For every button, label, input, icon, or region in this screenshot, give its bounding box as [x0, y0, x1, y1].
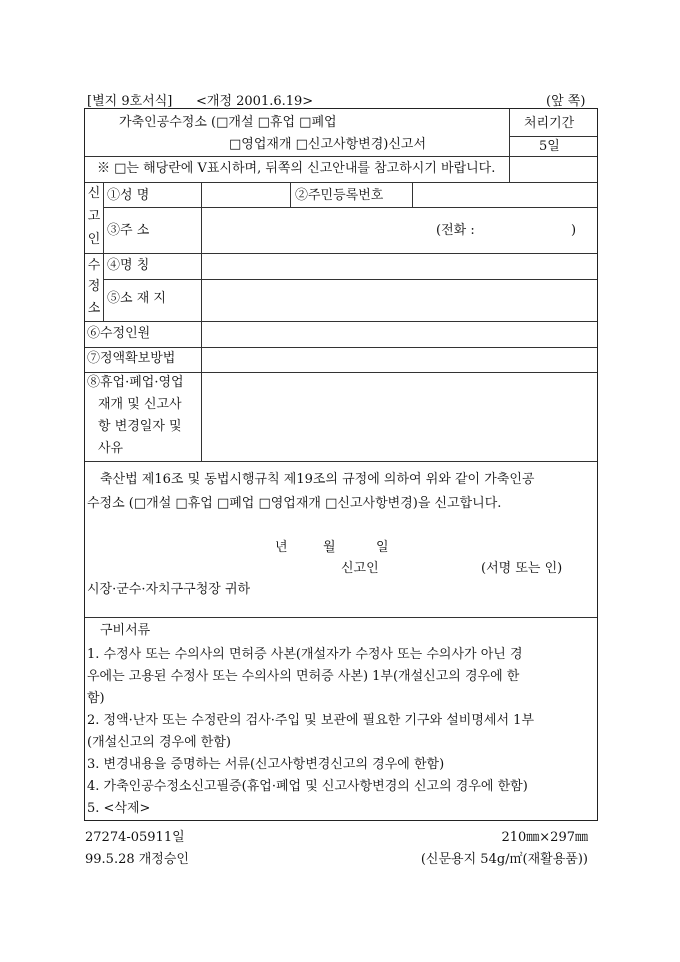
date-year-label: 년 [275, 540, 288, 555]
form-code: 27274-05911일 [85, 830, 185, 845]
rule [85, 372, 597, 373]
form-title-line2: □영업재개 □신고사항변경)신고서 [229, 137, 427, 152]
rule [201, 182, 202, 461]
documents-line: 5. <삭제> [87, 801, 151, 816]
change-label-line: 항 변경일자 및 [98, 419, 182, 434]
checkbox-notice: ※ □는 해당란에 V표시하며, 뒤쪽의 신고안내를 참고하시기 바랍니다. [97, 161, 496, 176]
applicant-side-char: 고 [87, 209, 101, 224]
rule [85, 617, 597, 618]
page-side-label: (앞 쪽) [546, 94, 586, 109]
documents-line: 3. 변경내용을 증명하는 서류(신고사항변경신고의 경우에 한함) [87, 757, 445, 772]
semen-method-field[interactable] [205, 350, 593, 368]
change-label-line: 재개 및 신고사 [98, 397, 182, 412]
change-label-line: 사유 [98, 441, 124, 456]
rule [509, 156, 597, 157]
reporter-label: 신고인 [341, 561, 379, 576]
form-title-line1: 가축인공수정소 (□개설 □휴업 □폐업 [119, 115, 337, 130]
staff-count-field[interactable] [205, 325, 593, 343]
documents-line: 1. 수정사 또는 수의사의 면허증 사본(개설자가 수정사 또는 수의사가 아닌 경 [87, 647, 523, 662]
rule [103, 279, 597, 280]
phone-field[interactable] [506, 217, 568, 243]
documents-line: 4. 가축인공수정소신고필증(휴업·폐업 및 신고사항변경의 신고의 경우에 한함) [87, 779, 528, 794]
processing-period-value: 5일 [539, 139, 560, 154]
paper-type: (신문용지 54g/㎡(재활용품)) [420, 852, 588, 867]
station-location-label: ⑤소 재 지 [107, 291, 166, 306]
rule [509, 136, 597, 137]
station-side-char: 수 [87, 258, 101, 273]
rule [103, 207, 597, 208]
declaration-line1: 축산법 제16조 및 동법시행규칙 제19조의 규정에 의하여 위와 같이 가축인공 [100, 472, 535, 487]
documents-line: 2. 정액·난자 또는 수정란의 검사·주입 및 보관에 필요한 기구와 설비명세서 1부 [87, 713, 535, 728]
declaration-line2: 수정소 (□개설 □휴업 □폐업 □영업재개 □신고사항변경)을 신고합니다. [87, 496, 502, 511]
rule [85, 347, 597, 348]
station-name-field[interactable] [205, 257, 593, 275]
station-location-field[interactable] [205, 284, 593, 316]
applicant-side-char: 신 [87, 186, 101, 201]
semen-method-label: ⑦정액확보방법 [87, 351, 176, 366]
rrn-label: ②주민등록번호 [295, 188, 384, 203]
rule [85, 156, 509, 157]
phone-label: (전화 : [436, 223, 475, 238]
documents-line: 함) [87, 691, 105, 706]
station-name-label: ④명 칭 [107, 258, 150, 273]
revision-date: <개정 2001.6.19> [196, 94, 314, 109]
reporter-field[interactable] [385, 561, 475, 577]
addressee: 시장·군수·자치구구청장 귀하 [87, 582, 251, 597]
applicant-side-char: 인 [87, 232, 101, 247]
date-month-label: 월 [323, 540, 336, 555]
form-number: [별지 9호서식] [87, 94, 173, 109]
rule [103, 182, 104, 321]
approval-note: 99.5.28 개정승인 [85, 852, 189, 867]
staff-count-label: ⑥수정인원 [87, 326, 151, 341]
paper-size: 210㎜×297㎜ [501, 830, 588, 845]
change-label-line: ⑧휴업·폐업·영업 [87, 375, 184, 390]
documents-line: (개설신고의 경우에 한함) [87, 735, 231, 750]
rule [290, 182, 291, 207]
station-side-char: 정 [87, 279, 101, 294]
phone-close-paren: ) [571, 223, 577, 238]
signature-label: (서명 또는 인) [481, 561, 563, 576]
address-label: ③주 소 [107, 223, 150, 238]
rule [85, 321, 597, 322]
report-form [84, 108, 598, 821]
rule [85, 461, 597, 462]
change-details-field[interactable] [205, 377, 593, 457]
processing-period-label: 처리기간 [524, 116, 575, 131]
documents-line: 우에는 고용된 수정사 또는 수의사의 면허증 사본) 1부(개설신고의 경우에 한 [87, 669, 520, 684]
station-side-char: 소 [87, 301, 101, 316]
rrn-field[interactable] [416, 188, 594, 204]
name-label: ①성 명 [107, 188, 150, 203]
name-field[interactable] [205, 188, 287, 204]
rule [412, 182, 413, 207]
address-field[interactable] [205, 212, 433, 248]
rule [85, 182, 597, 183]
date-day-label: 일 [376, 540, 389, 555]
rule [85, 253, 597, 254]
documents-heading: 구비서류 [100, 623, 151, 638]
rule [509, 109, 510, 182]
